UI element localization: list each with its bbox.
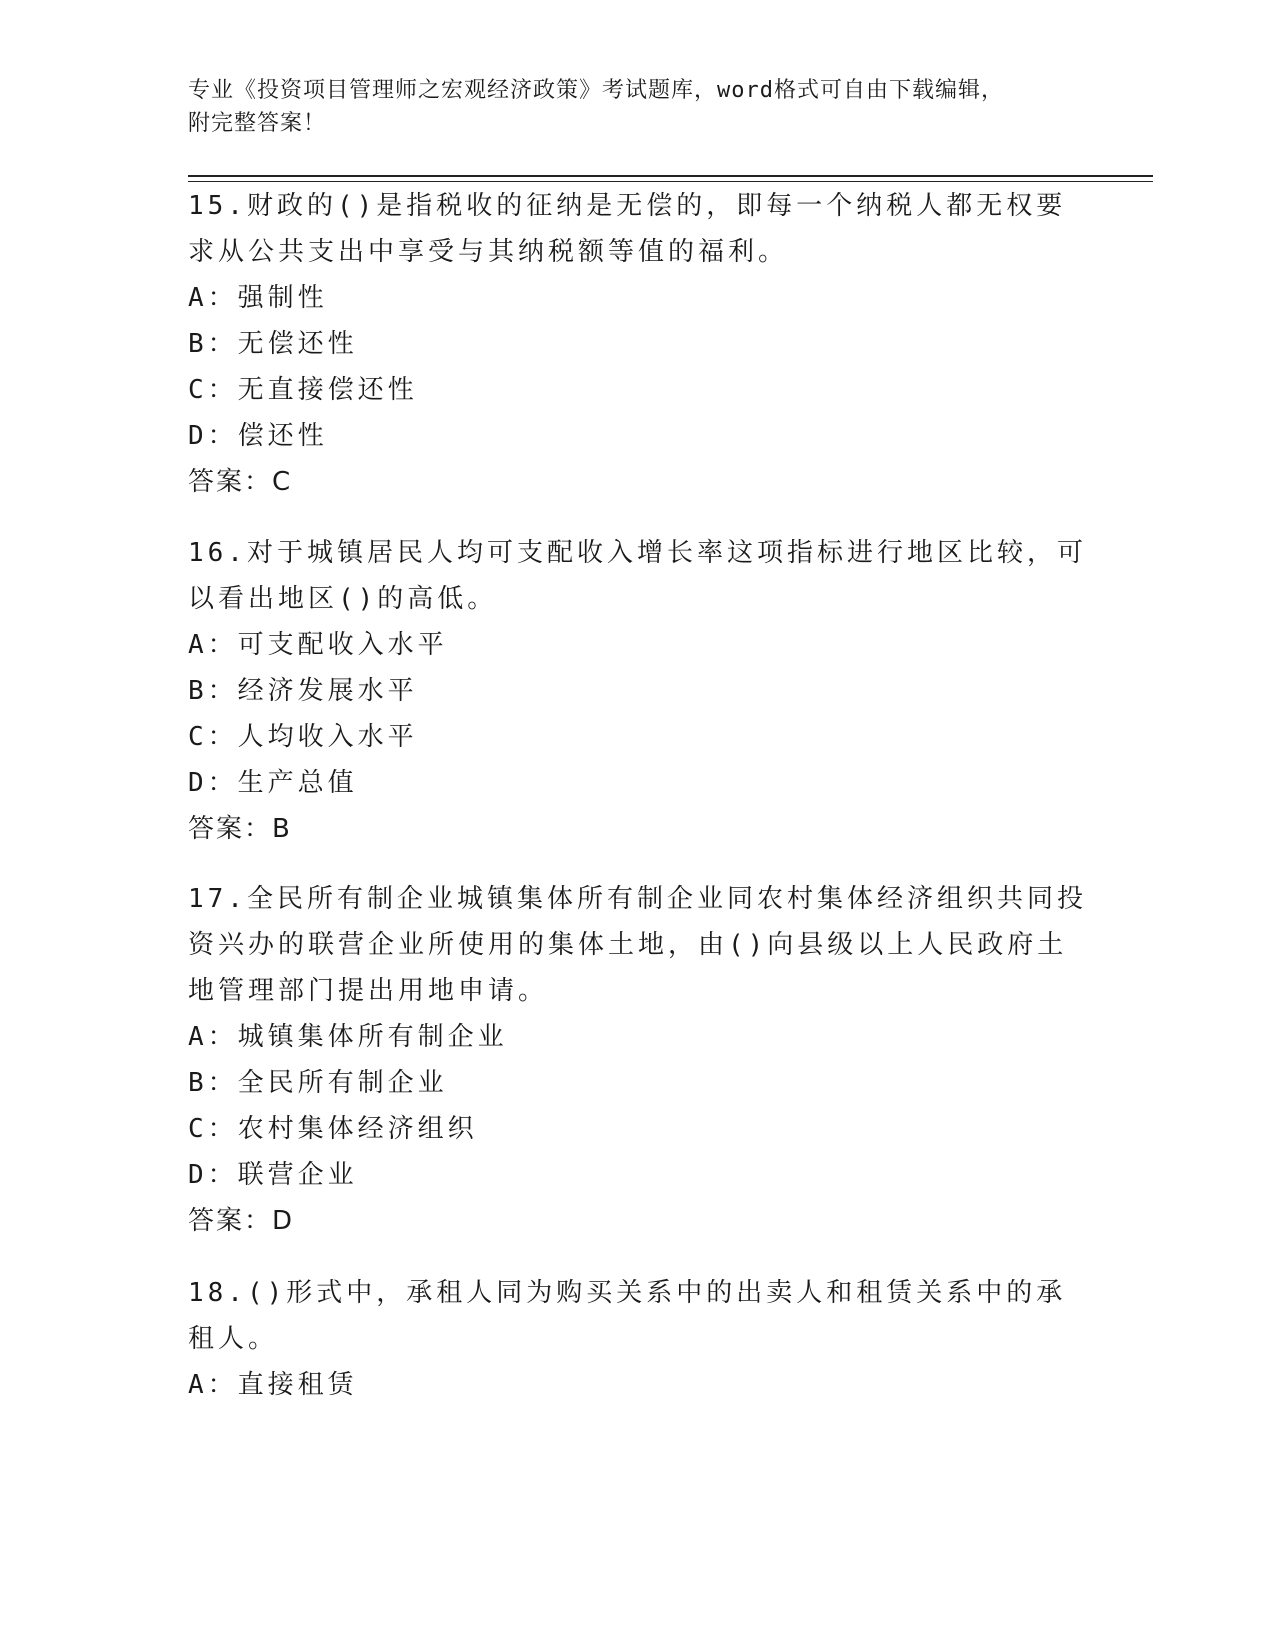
option-b: B：无偿还性: [188, 329, 358, 359]
question-stem: 18.()形式中，承租人同为购买关系中的出卖人和租赁关系中的承租人。: [188, 1278, 1067, 1354]
header-line-1: 专业《投资项目管理师之宏观经济政策》考试题库，word格式可自由下载编辑，: [188, 78, 1004, 103]
option-d: D：生产总值: [188, 768, 358, 798]
question-18: [188, 1270, 1088, 1408]
option-b: B：全民所有制企业: [188, 1068, 448, 1098]
question-15: [188, 183, 1088, 505]
question-16: [188, 530, 1088, 852]
question-stem: 17.全民所有制企业城镇集体所有制企业同农村集体经济组织共同投资兴办的联营企业所使用的集体土地，由()向县级以上人民政府土地管理部门提出用地申请。: [188, 884, 1087, 1006]
option-d: D：联营企业: [188, 1160, 358, 1190]
option-d: D：偿还性: [188, 421, 328, 451]
header-divider-thin: [188, 181, 1153, 182]
document-header: [188, 74, 1068, 140]
option-c: C：无直接偿还性: [188, 375, 418, 405]
question-stem: 16.对于城镇居民人均可支配收入增长率这项指标进行地区比较，可以看出地区()的高低。: [188, 538, 1087, 614]
option-a: A：强制性: [188, 283, 328, 313]
answer: 答案：C: [188, 467, 293, 497]
option-a: A：直接租赁: [188, 1370, 358, 1400]
header-divider-thick: [188, 175, 1153, 177]
option-c: C：农村集体经济组织: [188, 1114, 478, 1144]
answer: 答案：B: [188, 814, 292, 844]
answer: 答案：D: [188, 1206, 295, 1236]
option-a: A：可支配收入水平: [188, 630, 448, 660]
option-c: C：人均收入水平: [188, 722, 418, 752]
question-17: [188, 876, 1088, 1244]
header-line-2: 附完整答案！: [188, 111, 327, 136]
option-a: A：城镇集体所有制企业: [188, 1022, 508, 1052]
question-stem: 15.财政的()是指税收的征纳是无偿的，即每一个纳税人都无权要求从公共支出中享受与其纳税额等值的福利。: [188, 191, 1067, 267]
option-b: B：经济发展水平: [188, 676, 418, 706]
